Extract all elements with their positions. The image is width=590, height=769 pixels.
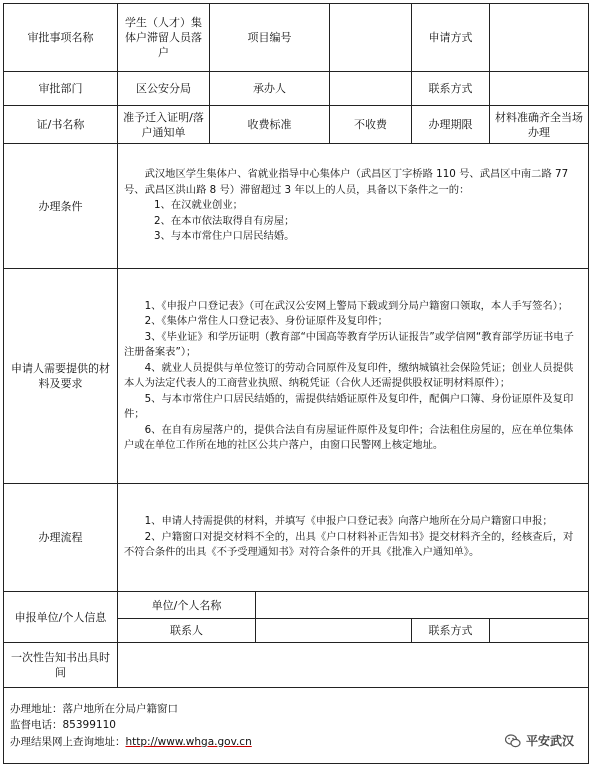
applicant-name-value [256, 592, 589, 619]
period-label: 办理期限 [412, 106, 490, 144]
approval-form-table [3, 3, 589, 764]
applicant-contact-label: 联系方式 [412, 619, 490, 643]
row-materials [4, 269, 589, 484]
contact-person-label: 联系人 [118, 619, 256, 643]
project-no-label: 项目编号 [210, 4, 330, 72]
conditions-intro: 武汉地区学生集体户、省就业指导中心集体户（武昌区丁字桥路 110 号、武昌区中南二路 77 号、武昌区洪山路 8 号）滞留超过 3 年以上的人员，具备以下条件之一的： [124, 168, 569, 196]
material-item: 6、在自有房屋落户的，提供合法自有房屋证件原件及复印件；合法租住房屋的，应在单位集体户或在单位工作所在地的社区公共户落户，由窗口民警网上核定地址。 [124, 423, 574, 451]
row-footer [4, 688, 589, 764]
material-item: 3、《毕业证》和学历证明（教育部“中国高等教育学历认证报告”或学信网“教育部学历证书电子注册备案表”）； [124, 330, 574, 358]
condition-item: 3、与本市常住户口居民结婚。 [154, 230, 295, 243]
office-address: 办理地址：落户地所在分局户籍窗口 [10, 702, 178, 715]
handler-label: 承办人 [210, 72, 330, 106]
row-cert [4, 106, 589, 144]
applicant-contact-value [490, 619, 589, 643]
applicant-label: 申报单位/个人信息 [4, 592, 118, 643]
period-value: 材料准确齐全当场办理 [490, 106, 589, 144]
project-no-value [330, 4, 412, 72]
row-applicant-name [4, 592, 589, 619]
apply-method-label: 申请方式 [412, 4, 490, 72]
apply-method-value [490, 4, 589, 72]
watermark [505, 732, 574, 749]
supervision-hotline: 监督电话：85399110 [10, 719, 116, 732]
row-process [4, 484, 589, 592]
condition-item: 1、在汉就业创业； [154, 199, 243, 212]
dept-value: 区公安分局 [118, 72, 210, 106]
row-notice [4, 643, 589, 688]
contact-person-value [256, 619, 412, 643]
material-item: 4、就业人员提供与单位签订的劳动合同原件及复印件，缴纳城镇社会保险凭证；创业人员提供本人为法定代表人的工商营业执照、纳税凭证（合伙人还需提供股权证明材料原件）； [124, 361, 574, 389]
materials-content [118, 269, 589, 484]
query-label: 办理结果网上查询地址： [10, 735, 126, 748]
row-item-name [4, 4, 589, 72]
process-step: 1、申请人持需提供的材料，并填写《申报户口登记表》向落户地所在分局户籍窗口申报； [144, 515, 553, 528]
applicant-name-label: 单位/个人名称 [118, 592, 256, 619]
conditions-label: 办理条件 [4, 144, 118, 269]
item-name-value: 学生（人才）集体户滞留人员落户 [118, 4, 210, 72]
handler-value [330, 72, 412, 106]
conditions-content [118, 144, 589, 269]
process-content [118, 484, 589, 592]
fee-value: 不收费 [330, 106, 412, 144]
process-step: 2、户籍窗口对提交材料不全的，出具《户口材料补正告知书》提交材料齐全的，经核查后，对不符合条件的出具《不予受理通知书》对符合条件的开具《批准入户通知单》。 [124, 530, 574, 559]
fee-label: 收费标准 [210, 106, 330, 144]
watermark-text: 平安武汉 [525, 734, 574, 748]
notice-value [118, 643, 589, 688]
contact-value [490, 72, 589, 106]
row-conditions [4, 144, 589, 269]
material-item: 1、《申报户口登记表》（可在武汉公安网上警局下载或到分局户籍窗口领取，本人手写签名）； [144, 299, 569, 312]
dept-label: 审批部门 [4, 72, 118, 106]
contact-label: 联系方式 [412, 72, 490, 106]
item-name-label: 审批事项名称 [4, 4, 118, 72]
row-dept [4, 72, 589, 106]
cert-label: 证/书名称 [4, 106, 118, 144]
cert-value: 准予迁入证明/落户通知单 [118, 106, 210, 144]
material-item: 2、《集体户常住人口登记表》、身份证原件及复印件； [144, 315, 388, 327]
material-item: 5、与本市常住户口居民结婚的，需提供结婚证原件及复印件，配偶户口簿、身份证原件及复印件； [124, 392, 574, 420]
query-url-link[interactable]: http://www.whga.gov.cn [125, 735, 252, 748]
condition-item: 2、在本市依法取得自有房屋； [154, 214, 295, 227]
wechat-icon [505, 734, 521, 748]
query-line [10, 734, 582, 751]
footer-info [4, 688, 589, 764]
process-label: 办理流程 [4, 484, 118, 592]
notice-label: 一次性告知书出具时间 [4, 643, 118, 688]
materials-label: 申请人需要提供的材料及要求 [4, 269, 118, 484]
